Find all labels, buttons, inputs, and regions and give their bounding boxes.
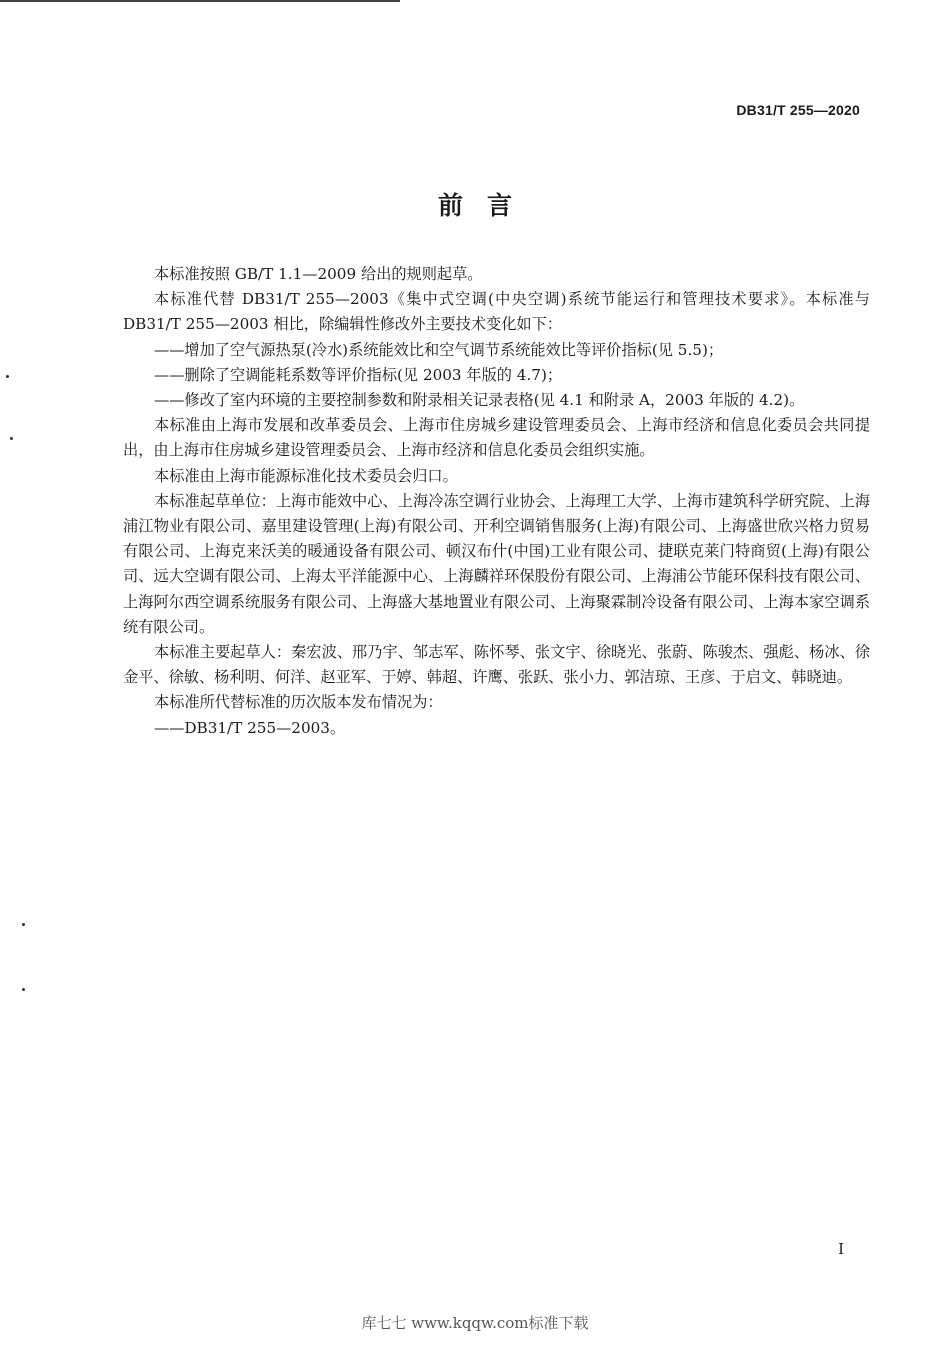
foreword-body — [123, 262, 870, 741]
page-number: I — [838, 1240, 844, 1258]
top-scan-rule — [0, 0, 400, 2]
history-item: ——DB31/T 255—2003。 — [154, 718, 346, 737]
paragraph-drafting-units: 本标准起草单位：上海市能效中心、上海冷冻空调行业协会、上海理工大学、上海市建筑科学研究院、上海浦江物业有限公司、嘉里建设管理(上海)有限公司、开利空调销售服务(上海)有限公司、上海盛世欣兴格力贸易有限公司、上海克来沃美的暖通设备有限公司、顿汉布什(中国)工业有限公司、捷联克莱门特商贸(上海)有限公司、远大空调有限公司、上海太平洋能源中心、上海麟祥环保股份有限公司、上海浦公节能环保科技有限公司、上海阿尔西空调系统服务有限公司、上海盛大基地置业有限公司、上海聚霖制冷设备有限公司、上海本家空调系统有限公司。 — [123, 491, 870, 636]
watermark: 库七七 www.kqqw.com标准下载 — [361, 1314, 589, 1332]
change-item-deleted: ——删除了空调能耗系数等评价指标(见 2003 年版的 4.7)； — [154, 365, 563, 384]
scan-speck — [6, 375, 9, 378]
page-title: 前言 — [437, 191, 536, 220]
paragraph-drafting-rules: 本标准按照 GB/T 1.1—2009 给出的规则起草。 — [154, 265, 483, 283]
paragraph-committee: 本标准由上海市能源标准化技术委员会归口。 — [154, 466, 458, 485]
scan-speck — [10, 437, 13, 440]
paragraph-drafters: 本标准主要起草人：秦宏波、邢乃宇、邹志军、陈怀琴、张文宇、徐晓光、张蔚、陈骏杰、强彪、杨冰、徐金平、徐敏、杨利明、何洋、赵亚军、于婷、韩超、许鹰、张跃、张小力、郭洁琼、王彦、于启文、韩晓迪。 — [123, 643, 870, 687]
change-item-added: ——增加了空气源热泵(冷水)系统能效比和空气调节系统能效比等评价指标(见 5.5)； — [154, 340, 724, 359]
scan-speck — [22, 923, 25, 926]
paragraph-replacement: 本标准代替 DB31/T 255—2003《集中式空调(中央空调)系统节能运行和管理技术要求》。本标准与 DB31/T 255—2003 相比，除编辑性修改外主要技术变化如下： — [123, 290, 870, 334]
paragraph-history: 本标准所代替标准的历次版本发布情况为： — [154, 693, 443, 712]
scan-speck — [22, 988, 25, 991]
paragraph-proposer: 本标准由上海市发展和改革委员会、上海市住房城乡建设管理委员会、上海市经济和信息化委员会共同提出，由上海市住房城乡建设管理委员会、上海市经济和信息化委员会组织实施。 — [123, 416, 870, 460]
standard-code: DB31/T 255—2020 — [736, 102, 860, 118]
change-item-modified: ——修改了室内环境的主要控制参数和附录相关记录表格(见 4.1 和附录 A，2003 年版的 4.2)。 — [154, 391, 805, 410]
